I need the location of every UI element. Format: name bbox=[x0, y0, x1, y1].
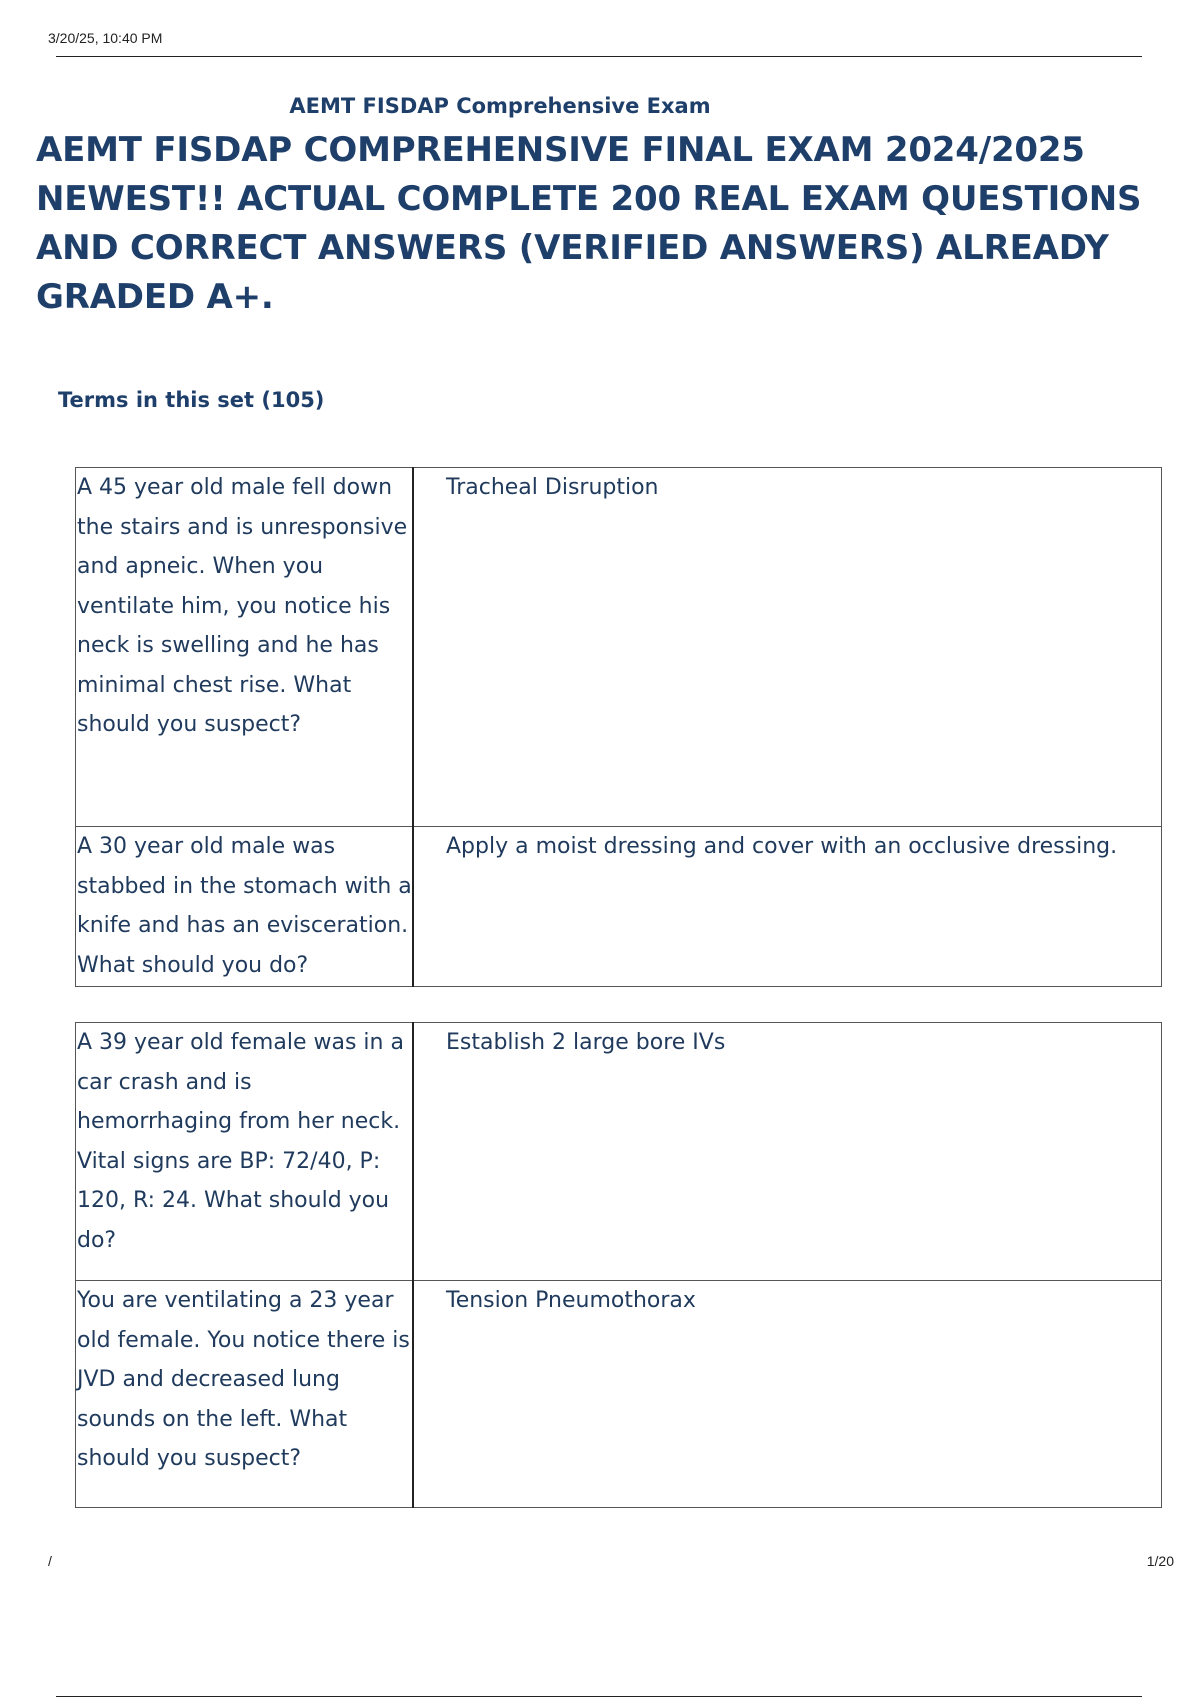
page-number: 1/20 bbox=[1146, 1553, 1174, 1569]
top-divider bbox=[56, 56, 1142, 57]
flashcard-row bbox=[76, 468, 1162, 827]
flashcard-term: You are ventilating a 23 year old female. You notice there is JVD and decreased lung sounds on the left. What should you suspect? bbox=[76, 1281, 414, 1508]
bottom-divider bbox=[56, 1696, 1142, 1697]
flashcard-table-2 bbox=[75, 1022, 1162, 1508]
document-subtitle: AEMT FISDAP Comprehensive Exam bbox=[289, 94, 711, 118]
flashcard-table-1 bbox=[75, 467, 1162, 987]
footer-url-mark: / bbox=[48, 1553, 52, 1569]
print-datetime: 3/20/25, 10:40 PM bbox=[48, 30, 163, 46]
flashcard-term: A 45 year old male fell down the stairs and is unresponsive and apneic. When you ventilate him, you notice his neck is swelling and he has minimal chest rise. What should you suspect? bbox=[76, 468, 414, 827]
page-title: AEMT FISDAP COMPREHENSIVE FINAL EXAM 2024/2025 NEWEST!! ACTUAL COMPLETE 200 REAL EXAM QUESTIONS AND CORRECT ANSWERS (VERIFIED ANSWERS) ALREADY GRADED A+. bbox=[36, 130, 1142, 317]
flashcard-definition: Establish 2 large bore IVs bbox=[413, 1023, 1162, 1281]
flashcard-definition: Apply a moist dressing and cover with an occlusive dressing. bbox=[413, 827, 1162, 987]
flashcard-row bbox=[76, 1023, 1162, 1281]
flashcard-row bbox=[76, 1281, 1162, 1508]
flashcard-term: A 39 year old female was in a car crash and is hemorrhaging from her neck. Vital signs are BP: 72/40, P: 120, R: 24. What should you do? bbox=[76, 1023, 414, 1281]
flashcard-row bbox=[76, 827, 1162, 987]
flashcard-definition: Tracheal Disruption bbox=[413, 468, 1162, 827]
flashcard-term: A 30 year old male was stabbed in the stomach with a knife and has an evisceration. What should you do? bbox=[76, 827, 414, 987]
terms-count-heading: Terms in this set (105) bbox=[58, 388, 325, 412]
flashcard-definition: Tension Pneumothorax bbox=[413, 1281, 1162, 1508]
